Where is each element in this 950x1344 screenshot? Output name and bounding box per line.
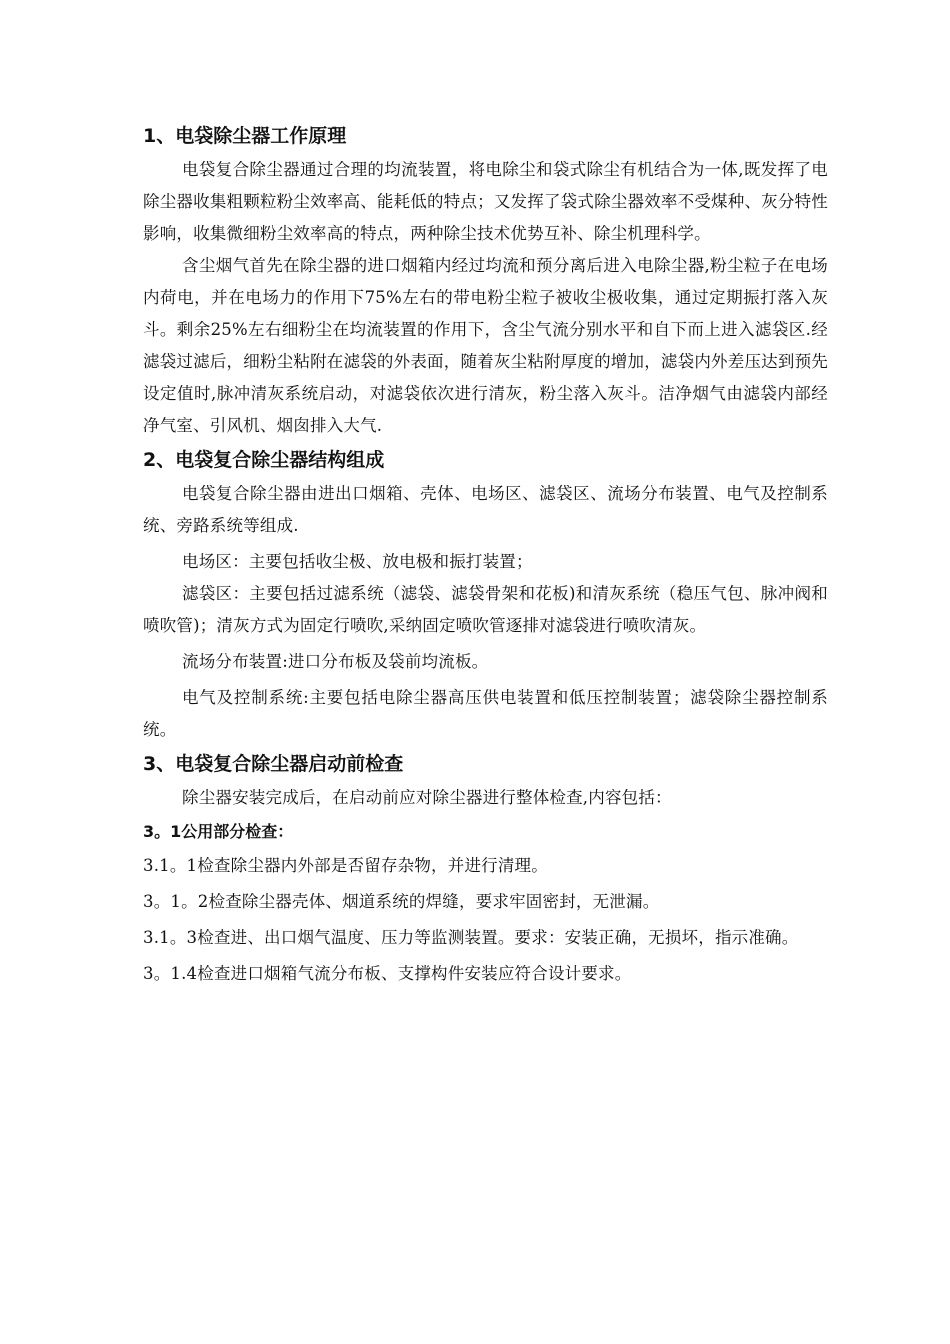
document-body <box>143 118 828 990</box>
check-item: 3.1。1检查除尘器内外部是否留存杂物，并进行清理。 <box>143 856 548 875</box>
section-1-heading: 1、电袋除尘器工作原理 <box>143 125 347 147</box>
check-item: 3。1。2检查除尘器壳体、烟道系统的焊缝，要求牢固密封，无泄漏。 <box>143 892 660 911</box>
section-2-heading: 2、电袋复合除尘器结构组成 <box>143 449 385 471</box>
section-3-paragraph-1: 除尘器安装完成后，在启动前应对除尘器进行整体检查,内容包括： <box>182 788 672 807</box>
section-1-paragraph-2: 含尘烟气首先在除尘器的进口烟箱内经过均流和预分离后进入电除尘器,粉尘粒子在电场内荷电，并在电场力的作用下75%左右的带电粉尘粒子被收尘极收集，通过定期振打落入灰斗。剩余25%左右细粉尘在均流装置的作用下，含尘气流分别水平和自下而上进入滤袋区.经滤袋过滤后，细粉尘粘附在滤袋的外表面，随着灰尘粘附厚度的增加，滤袋内外差压达到预先设定值时,脉冲清灰系统启动，对滤袋依次进行清灰，粉尘落入灰斗。洁净烟气由滤袋内部经净气室、引风机、烟囱排入大气. <box>143 256 828 435</box>
section-2-paragraph-4: 流场分布装置:进口分布板及袋前均流板。 <box>182 652 489 671</box>
check-item: 3。1.4检查进口烟箱气流分布板、支撑构件安装应符合设计要求。 <box>143 964 632 983</box>
section-2-paragraph-3: 滤袋区：主要包括过滤系统（滤袋、滤袋骨架和花板)和清灰系统（稳压气包、脉冲阀和喷吹管)；清灰方式为固定行喷吹,采纳固定喷吹管逐排对滤袋进行喷吹清灰。 <box>143 584 828 635</box>
section-3-1-heading: 3。1公用部分检查： <box>143 822 294 841</box>
section-2-paragraph-5: 电气及控制系统:主要包括电除尘器高压供电装置和低压控制装置；滤袋除尘器控制系统。 <box>143 688 828 739</box>
section-3-heading: 3、电袋复合除尘器启动前检查 <box>143 753 404 775</box>
section-1-paragraph-1: 电袋复合除尘器通过合理的均流装置，将电除尘和袋式除尘有机结合为一体,既发挥了电除尘器收集粗颗粒粉尘效率高、能耗低的特点；又发挥了袋式除尘器效率不受煤种、灰分特性影响，收集微细粉尘效率高的特点，两种除尘技术优势互补、除尘机理科学。 <box>143 160 828 243</box>
section-2-paragraph-1: 电袋复合除尘器由进出口烟箱、壳体、电场区、滤袋区、流场分布装置、电气及控制系统、旁路系统等组成. <box>143 484 828 535</box>
section-2-paragraph-2: 电场区：主要包括收尘极、放电极和振打装置； <box>182 552 533 571</box>
check-item: 3.1。3检查进、出口烟气温度、压力等监测装置。要求：安装正确，无损坏，指示准确。 <box>143 928 799 947</box>
